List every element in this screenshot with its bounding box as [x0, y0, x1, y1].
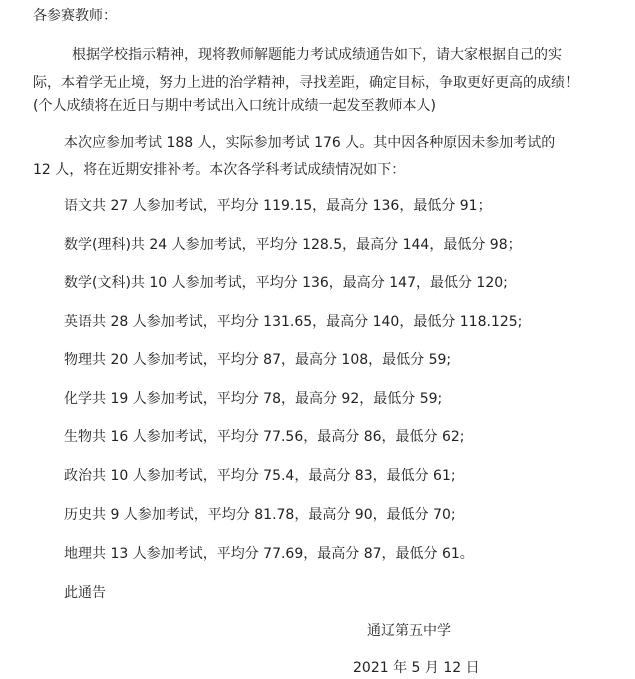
closing-text: 此通告	[64, 585, 106, 601]
intro-line-2: 际，本着学无止境，努力上进的治学精神，寻找差距，确定目标，争取更好更高的成绩！	[33, 75, 579, 91]
date: 2021 年 5 月 12 日	[353, 660, 480, 676]
intro-line-3: (个人成绩将在近日与期中考试出入口统计成绩一起发至教师本人)	[33, 98, 436, 114]
subject-result-math-liberal-arts: 数学(文科)共 10 人参加考试，平均分 136，最高分 147，最低分 120;	[64, 275, 508, 291]
subject-result-math-science: 数学(理科)共 24 人参加考试，平均分 128.5，最高分 144，最低分 98；	[64, 237, 522, 253]
subject-result-history: 历史共 9 人参加考试，平均分 81.78，最高分 90，最低分 70;	[64, 507, 456, 523]
summary-line-1: 本次应参加考试 188 人，实际参加考试 176 人。其中因各种原因未参加考试的	[64, 135, 556, 151]
intro-line-1: 根据学校指示精神，现将教师解题能力考试成绩通告如下，请大家根据自己的实	[72, 47, 562, 63]
salutation: 各参赛教师：	[33, 8, 117, 24]
subject-result-physics: 物理共 20 人参加考试，平均分 87，最高分 108，最低分 59;	[64, 352, 452, 368]
signer: 通辽第五中学	[367, 623, 451, 639]
subject-result-chemistry: 化学共 19 人参加考试，平均分 78，最高分 92，最低分 59;	[64, 391, 443, 407]
summary-line-2: 12 人，将在近期安排补考。本次各学科考试成绩情况如下：	[33, 162, 406, 178]
subject-result-chinese: 语文共 27 人参加考试，平均分 119.15，最高分 136，最低分 91；	[64, 198, 492, 214]
subject-result-politics: 政治共 10 人参加考试，平均分 75.4，最高分 83，最低分 61;	[64, 468, 456, 484]
subject-result-geography: 地理共 13 人参加考试，平均分 77.69，最高分 87，最低分 61。	[64, 546, 474, 562]
subject-result-english: 英语共 28 人参加考试，平均分 131.65，最高分 140，最低分 118.125;	[64, 314, 523, 330]
subject-result-biology: 生物共 16 人参加考试，平均分 77.56，最高分 86，最低分 62;	[64, 429, 465, 445]
